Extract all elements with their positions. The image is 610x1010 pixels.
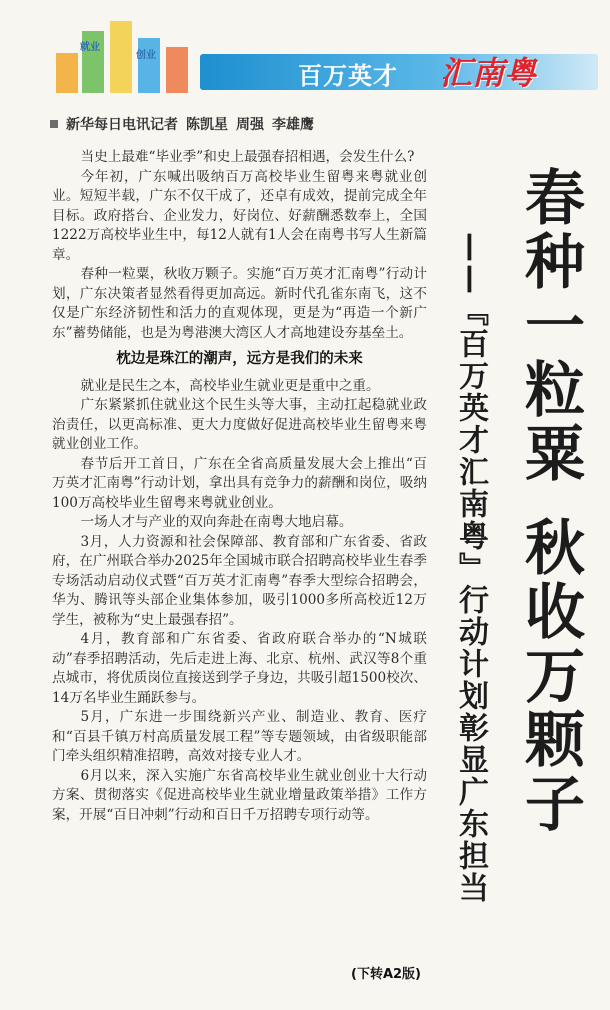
article-paragraph: 6月以来，深入实施广东省高校毕业生就业创业十大行动方案、贯彻落实《促进高校毕业生就业增量政策举措》工作方案，开展“百日冲刺”行动和百日千万招聘专项行动等。 <box>52 767 427 823</box>
article-paragraph: 一场人才与产业的双向奔赴在南粤大地启幕。 <box>80 514 353 530</box>
banner-placard: 创业 <box>136 50 156 61</box>
article-paragraph: 4月，教育部和广东省委、省政府联合举办的“N城联动”春季招聘活动，先后走进上海、北京、杭州、武汉等8个重点城市，将优质岗位直接送到学子身边，共吸引超1500校次、14万名毕业生踊跃参与。 <box>52 631 427 706</box>
article-paragraph: 今年初，广东喊出吸纳百万高校毕业生留粤来粤就业创业。短短半载，广东不仅干成了，还卓有成效，提前完成全年目标。政府搭台、企业发力，好岗位、好薪酬悉数奉上，全国1222万高校毕业生中，每12人就有1人会在南粤书写人生新篇章。 <box>52 168 427 263</box>
article-paragraph: 就业是民生之本，高校毕业生就业更是重中之重。 <box>80 377 380 394</box>
byline-reporter: 陈凯星 <box>186 117 228 133</box>
section-title: 枕边是珠江的潮声，远方是我们的未来 <box>116 351 363 367</box>
bullet-square-icon <box>50 120 58 128</box>
banner-placard: 就业 <box>80 42 100 53</box>
article-paragraph: 5月，广东进一步围绕新兴产业、制造业、教育、医疗和“百县千镇万村高质量发展工程”等专题领域，由省级职能部门牵头组织精准招聘，高效对接专业人才。 <box>52 709 427 764</box>
article-paragraph: 春种一粒粟，秋收万颗子。实施“百万英才汇南粤”行动计划，广东决策者显然看得更加高远。新时代孔雀东南飞，这不仅是广东经济韧性和活力的直观体现，更是为“再造一个新广东”蓄势储能，也是为粤港澳大湾区人才高地建设夯基垒土。 <box>52 266 427 341</box>
article-paragraph: 广东紧紧抓住就业这个民生头等大事，主动扛起稳就业政治责任，以更高标准、更大力度做好促进高校毕业生留粤来粤就业创业工作。 <box>52 397 427 452</box>
byline-reporter: 李雄鹰 <box>272 117 314 133</box>
continue-note: (下转A2版) <box>351 966 421 982</box>
byline <box>50 113 450 135</box>
banner-illustration <box>50 18 200 93</box>
banner-title: 百万英才 <box>298 62 398 90</box>
sub-headline: ——『百万英才汇南粤』行动计划彰显广东担当 <box>453 232 488 904</box>
byline-agency: 新华每日电讯记者 <box>66 117 178 133</box>
article-body <box>52 148 427 983</box>
article-paragraph: 春节后开工首日，广东在全省高质量发展大会上推出“百万英才汇南粤”行动计划，拿出具有竞争力的薪酬和岗位，吸纳100万高校毕业生留粤来粤就业创业。 <box>52 455 427 511</box>
banner-strip <box>200 54 598 90</box>
byline-reporter: 周强 <box>236 117 264 133</box>
banner-script-title: 汇南粤 <box>440 54 537 92</box>
column-banner <box>50 18 598 93</box>
main-headline <box>510 166 590 836</box>
article-paragraph: 3月，人力资源和社会保障部、教育部和广东省委、省政府，在广州联合举办2025年全国城市联合招聘高校毕业生春季专场活动启动仪式暨“百万英才汇南粤”春季大型综合招聘会，华为、腾讯等头部企业集体参加，吸引1000多所高校近12万学生，被称为“史上最强春招”。 <box>52 533 427 628</box>
headline-line-1: 春种一粒粟 <box>515 166 585 486</box>
headline-line-2: 秋收万颗子 <box>515 516 585 836</box>
article-paragraph: 当史上最难“毕业季”和史上最强春招相遇，会发生什么? <box>80 149 415 165</box>
